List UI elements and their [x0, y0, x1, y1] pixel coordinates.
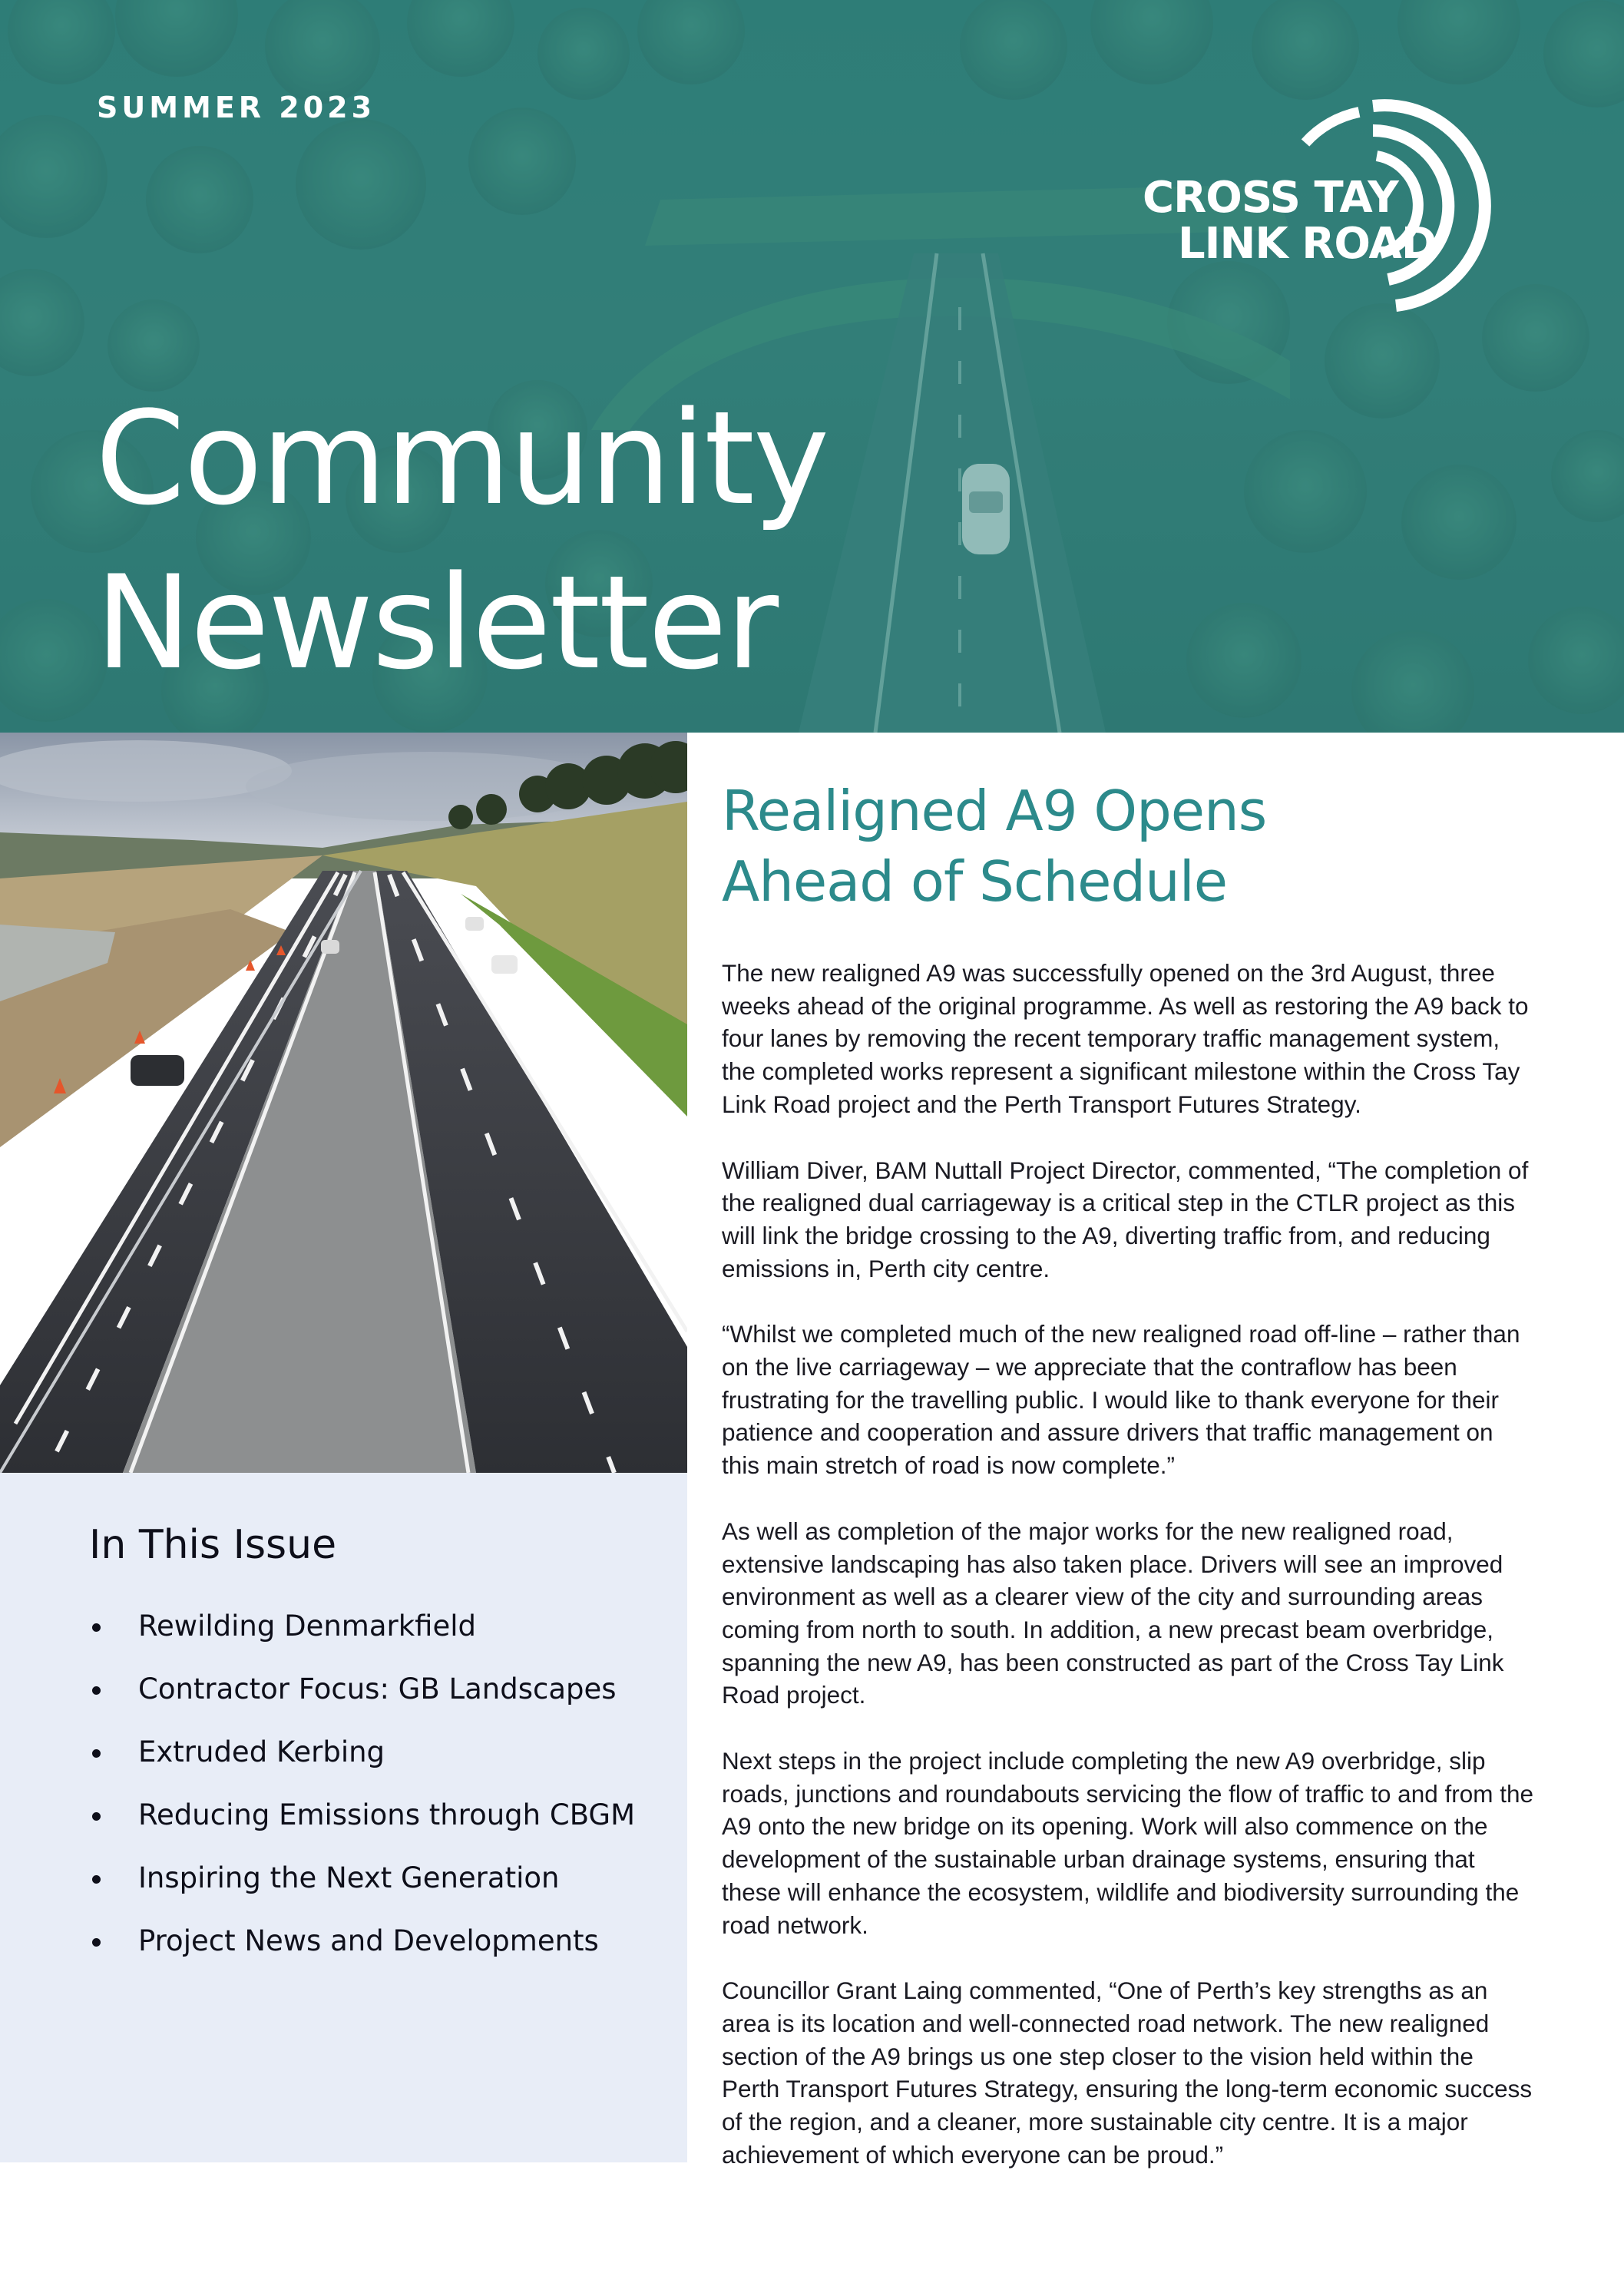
- issue-item-label: Rewilding Denmarkfield: [138, 1610, 476, 1643]
- article-paragraph: As well as completion of the major works for the new realigned road, extensive landscaping has also taken place. Drivers will see an improved environment as well as a clearer view of the city and surrounding areas coming from north to south. In addition, a new precast beam overbridge, spanning the new A9, has been constructed as part of the Cross Tay Link Road project.: [722, 1517, 1504, 1709]
- logo-text-line-1: CROSS TAY: [1143, 173, 1398, 223]
- issue-contents-list: [89, 1610, 635, 1987]
- issue-item-label: Inspiring the Next Generation: [138, 1861, 560, 1894]
- cross-tay-link-road-logo: [1143, 98, 1526, 313]
- issue-list-item: [89, 1610, 635, 1672]
- article-paragraph: Councillor Grant Laing commented, “One of Perth’s key strengths as an area is its location and well-connected road network. The new realigned section of the A9 brings us one step closer to the vision held within the Perth Transport Futures Strategy, ensuring the long-term economic success of the region, and a cleaner, more sustainable city centre. It is a major achievement of which everyone can be proud.”: [722, 1977, 1533, 2169]
- issue-item-label: Contractor Focus: GB Landscapes: [138, 1672, 617, 1705]
- article-paragraph: The new realigned A9 was successfully opened on the 3rd August, three weeks ahead of the original programme. As well as restoring the A9 back to four lanes by removing the recent temporary traffic management system, the completed works represent a significant milestone within the Cross Tay Link Road project and the Perth Transport Futures Strategy.: [722, 959, 1529, 1118]
- article-body: [722, 957, 1536, 2205]
- issue-list-item: [89, 1924, 635, 1987]
- hero-banner: [0, 0, 1624, 733]
- road-photo-graphic: [0, 733, 687, 1473]
- in-this-issue-heading: In This Issue: [89, 1522, 337, 1568]
- bullet-icon: [92, 1875, 101, 1884]
- issue-list-item: [89, 1672, 635, 1735]
- issue-list-item: [89, 1735, 635, 1798]
- newsletter-title-line-1: Community: [95, 383, 829, 534]
- article-paragraph: William Diver, BAM Nuttall Project Director, commented, “The completion of the realigned dual carriageway is a critical step in the CTLR project as this will link the bridge crossing to the A9, diverting traffic from, and reducing emissions in, Perth city centre.: [722, 1156, 1529, 1282]
- issue-item-label: Extruded Kerbing: [138, 1735, 385, 1768]
- in-this-issue-panel: [0, 1473, 687, 2162]
- bullet-icon: [92, 1623, 101, 1632]
- bullet-icon: [92, 1686, 101, 1695]
- bullet-icon: [92, 1938, 101, 1947]
- lead-article: [722, 776, 1536, 2169]
- article-paragraph: Next steps in the project include completing the new A9 overbridge, slip roads, junctions and roundabouts servicing the flow of traffic to and from the A9 onto the new bridge on its opening. Work will also commence on the development of the sustainable urban drainage systems, ensuring that these will enhance the ecosystem, wildlife and biodiversity surrounding the road network.: [722, 1747, 1534, 1939]
- bullet-icon: [92, 1812, 101, 1821]
- bullet-icon: [92, 1749, 101, 1758]
- newsletter-title-line-2: Newsletter: [95, 548, 778, 698]
- issue-item-label: Project News and Developments: [138, 1924, 599, 1957]
- logo-text-line-2: LINK ROAD: [1178, 219, 1437, 269]
- issue-list-item: [89, 1798, 635, 1861]
- issue-item-label: Reducing Emissions through CBGM: [138, 1798, 636, 1831]
- edition-label: SUMMER 2023: [97, 91, 376, 124]
- newsletter-title: [95, 376, 828, 705]
- article-title-line-2: Ahead of Schedule: [722, 849, 1228, 914]
- issue-list-item: [89, 1861, 635, 1924]
- article-paragraph: “Whilst we completed much of the new realigned road off-line – rather than on the live carriageway – we appreciate that the contraflow has been frustrating for the travelling public. I would like to thank everyone for their patience and cooperation and assure drivers that traffic management on this main stretch of road is now complete.”: [722, 1320, 1520, 1480]
- article-title-line-1: Realigned A9 Opens: [722, 779, 1267, 843]
- article-title: [722, 776, 1536, 917]
- road-aerial-image: [0, 733, 687, 1473]
